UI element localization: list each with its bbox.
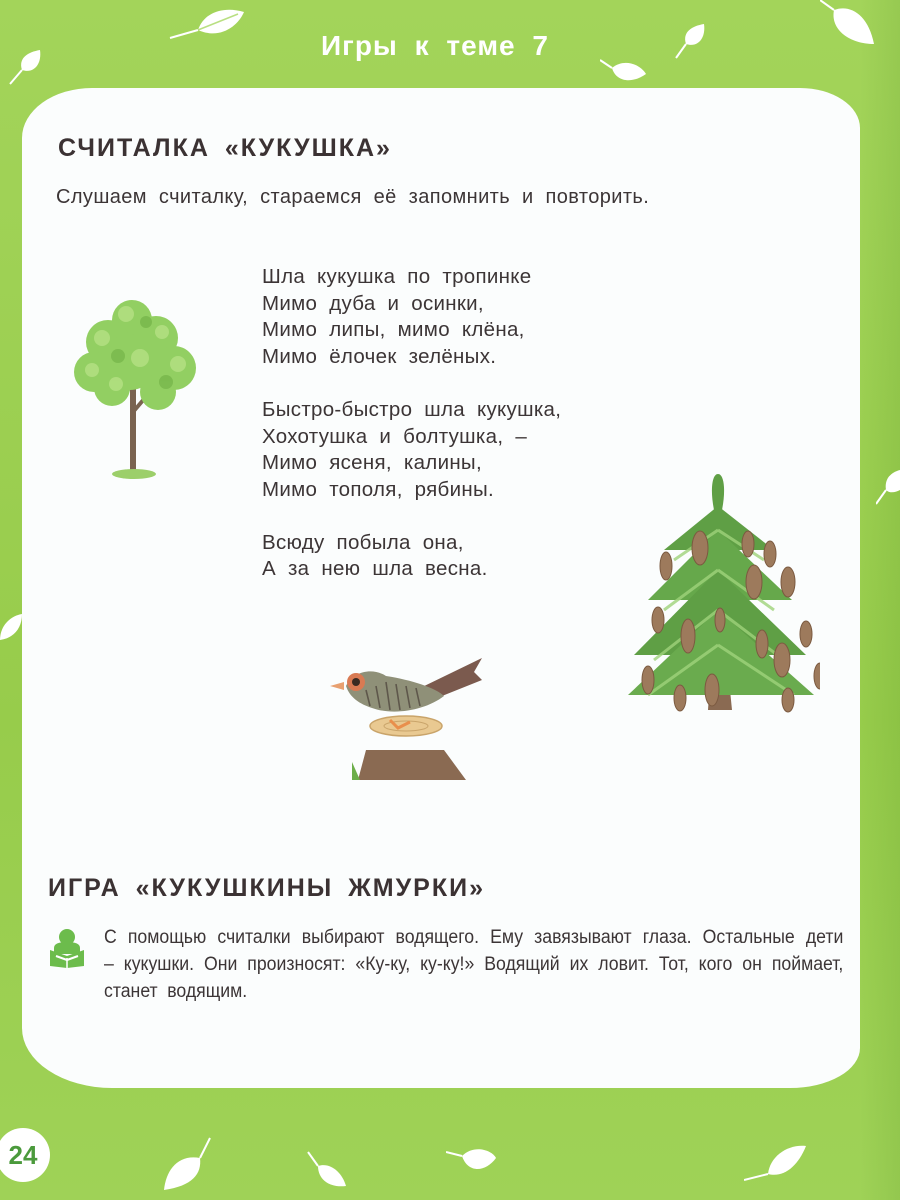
poem-line: А за нею шла весна.	[262, 557, 488, 581]
poem-stanza	[262, 264, 561, 371]
game-title: ИГРА «КУКУШКИНЫ ЖМУРКИ»	[48, 874, 485, 902]
poem-line: Всюду побыла она,	[262, 530, 464, 554]
maple-tree-illustration	[70, 292, 204, 482]
reader-icon	[48, 928, 86, 968]
poem-line: Мимо тополя, рябины.	[262, 477, 494, 501]
poem-line: Мимо липы, мимо клёна,	[262, 318, 525, 342]
game-description: С помощью считалки выбирают водящего. Ему завязывают глаза. Остальные дети – кукушки. Они произносят: «Ку-ку, ку-ку!» Водящий их ловит. Тот, кого он поймает, станет водящим.	[104, 927, 844, 1002]
poem-line: Мимо дуба и осинки,	[262, 291, 484, 315]
leaf-icon	[306, 1150, 348, 1188]
counting-rhyme-instruction: Слушаем считалку, стараемся её запомнить и повторить.	[56, 186, 650, 208]
leaf-icon	[446, 1146, 498, 1176]
poem-line: Быстро-быстро шла кукушка,	[262, 397, 562, 421]
counting-rhyme-title: СЧИТАЛКА «КУКУШКА»	[58, 134, 392, 162]
page-edge-shadow	[860, 0, 900, 1200]
poem-line: Мимо ясеня, калины,	[262, 451, 482, 475]
poem-line: Шла кукушка по тропинке	[262, 265, 532, 288]
poem-stanza	[262, 397, 561, 504]
page-header-title: Игры к теме 7	[321, 30, 549, 61]
cuckoo-on-stump-illustration	[326, 650, 486, 786]
poem-line: Мимо ёлочек зелёных.	[262, 345, 497, 369]
leaf-icon	[744, 1140, 808, 1182]
poem	[262, 264, 561, 609]
leaf-icon	[876, 470, 900, 506]
spruce-with-cones-illustration	[624, 470, 820, 716]
poem-stanza	[262, 530, 561, 583]
leaf-icon	[0, 612, 24, 642]
leaf-icon	[162, 1136, 214, 1192]
poem-line: Хохотушка и болтушка, –	[262, 424, 528, 448]
page-number: 24	[0, 1128, 50, 1182]
